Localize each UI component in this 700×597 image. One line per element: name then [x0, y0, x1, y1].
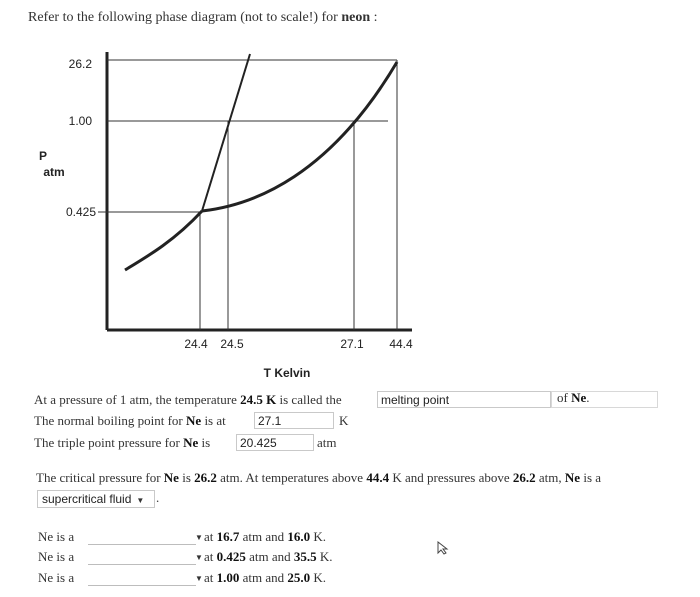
cursor-icon	[436, 541, 450, 555]
chevron-down-icon[interactable]: ▼	[195, 553, 203, 562]
state-row-3-prefix: Ne is a	[38, 570, 75, 585]
state-row-1-field[interactable]	[88, 543, 196, 545]
y-tick-0.425: 0.425	[65, 205, 96, 219]
chevron-down-icon[interactable]: ▼	[195, 533, 203, 542]
state-row-2-prefix: Ne is a	[38, 549, 75, 564]
melting-question: At a pressure of 1 atm, the temperature 24.5 K is called the	[34, 392, 342, 407]
boiling-unit: K	[339, 413, 349, 428]
chevron-down-icon[interactable]: ▼	[195, 574, 203, 583]
sublimation-curve	[125, 211, 202, 270]
x-tick-24.5: 24.5	[220, 337, 244, 351]
state-row-1-prefix: Ne is a	[38, 529, 75, 544]
critical-answer-select[interactable]: supercritical fluid ▼	[37, 490, 155, 508]
vaporization-curve	[202, 62, 397, 211]
state-row-2-field[interactable]	[88, 563, 196, 565]
state-row-3-field[interactable]	[88, 584, 196, 586]
y-axis-title: P	[38, 149, 48, 163]
triple-answer-field[interactable]: 20.425	[236, 434, 314, 451]
y-axis-unit: atm	[43, 165, 65, 179]
intro-text: Refer to the following phase diagram (not to scale!) for neon :	[28, 10, 378, 25]
element-name: neon	[341, 10, 371, 25]
x-tick-44.4: 44.4	[389, 337, 413, 351]
state-row-3-condition: at 1.00 atm and 25.0 K.	[204, 570, 327, 585]
x-tick-24.4: 24.4	[184, 337, 208, 351]
boiling-question: The normal boiling point for Ne is at	[34, 413, 226, 428]
state-row-1-condition: at 16.7 atm and 16.0 K.	[204, 529, 327, 544]
y-tick-1.00: 1.00	[68, 114, 92, 128]
x-axis-title: T Kelvin	[263, 366, 311, 380]
critical-period: .	[156, 490, 160, 505]
state-row-2-condition: at 0.425 atm and 35.5 K.	[204, 549, 333, 564]
critical-question: The critical pressure for Ne is 26.2 atm. At temperatures above 44.4 K and pressures above 26.2 atm, Ne is a	[36, 470, 602, 485]
triple-question: The triple point pressure for Ne is	[34, 435, 211, 450]
melting-suffix: of Ne.	[557, 390, 590, 405]
melting-curve	[202, 54, 250, 211]
y-tick-26.2: 26.2	[68, 57, 92, 71]
boiling-answer-field[interactable]: 27.1	[254, 412, 334, 429]
x-tick-27.1: 27.1	[340, 337, 364, 351]
triple-unit: atm	[317, 435, 337, 450]
chevron-down-icon: ▼	[136, 496, 145, 505]
melting-answer-field[interactable]: melting point	[377, 391, 551, 408]
